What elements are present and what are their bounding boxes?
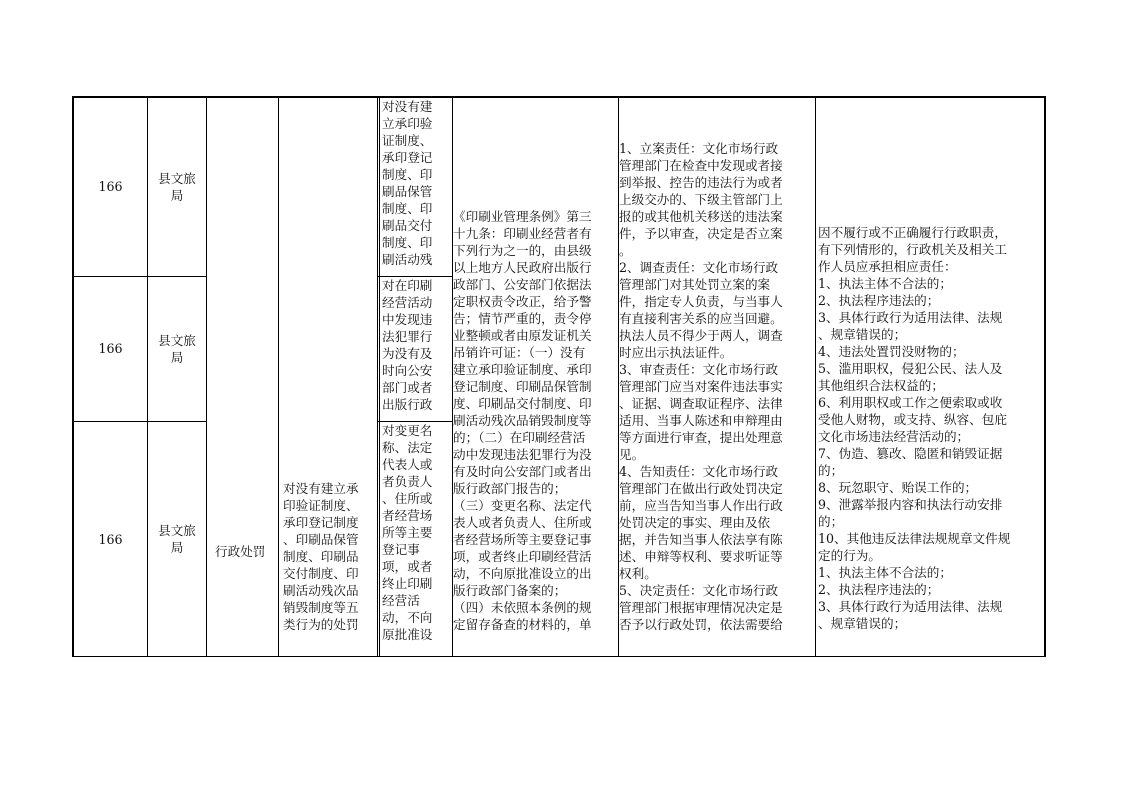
column-divider-5 [452,96,453,657]
row-divider-2 [72,421,206,422]
column-divider-6 [618,96,619,657]
row-divider-2-item [377,421,452,422]
legal-basis-cell: 《印刷业管理条例》第三 十九条：印刷业经营者有 下列行为之一的，由县级 以上地方人民政府出版行 政部门、公安部门依据法 定职权责令改正，给予警 告；情节严重的，责令停 业整顿或者由原发证机关 吊销许可证：（一）没有 建立承印验证制度、承印 登记制度、印刷品保管制 度、印刷品交付制度、印 刷活动残次品销毁制度等 的；（二）在印刷经营活 动中发现违法犯罪行为没 有及时向公安部门或者出 版行政部门报告的； （三）变更名称、法定代 表人或者负责人、住所或 者经营场所等主要登记事 项，或者终止印刷经营活 动，不向原批准设立的出 版行政部门备案的； （四）未依照本条例的规 定留存备查的材料的，单 [453,209,592,632]
row-1-item: 对没有建 立承印验 证制度、 承印登记 制度、印 刷品保管 制度、印 刷品交付 制度、印 刷活动残 [382,99,433,267]
column-divider-4a [377,96,378,657]
row-2-item: 对在印刷 经营活动 中发现违 法犯罪行 为没有及 时向公安 部门或者 出版行政 [382,278,433,412]
table-top-border [72,96,1046,98]
row-2-department: 县文旅 局 [158,332,196,365]
row-divider-1 [72,276,206,277]
row-3-item: 对变更名 称、法定 代表人或 者负责人 、住所或 者经营场 所等主要 登记事 项，或者 终止印刷 经营活 动，不向 原批准设 [382,423,433,642]
column-divider-4b [379,96,380,657]
row-3-number: 166 [98,531,123,547]
category-cell: 行政处罚 [215,544,266,559]
power-name-cell: 对没有建立承 印验证制度、 承印登记制度 、印刷品保管 制度、印刷品 交付制度、印 刷活动残次品 销毁制度等五 类行为的处罚 [283,481,359,632]
responsibility-cell: 1、立案责任：文化市场行政 管理部门在检查中发现或者接 到举报、控告的违法行为或者 上级交办的、下级主管部门上 报的或其他机关移送的违法案 件，予以审查，决定是否立案 。 2、调查责任：文化市场行政 管理部门对其处罚立案的案 件，指定专人负责，与当事人 有直接利害关系的应当回避。 执法人员不得少于两人，调查 时应出示执法证件。 3、审查责任：文化市场行政 管理部门应当对案件违法事实 、证据、调查取证程序、法律 适用、当事人陈述和申辩理由 等方面进行审查，提出处理意 见。 4、告知责任：文化市场行政 管理部门在做出行政处罚决定 前，应当告知当事人作出行政 处罚决定的事实、理由及依 据，并告知当事人依法享有陈 述、申辩等权利、要求听证等 权利。 5、决定责任：文化市场行政 管理部门根据审理情况决定是 否予以行政处罚，依法需要给 [619,141,783,632]
row-divider-1-item [377,276,452,277]
accountability-cell: 因不履行或不正确履行行政职责， 有下列情形的，行政机关及相关工 作人员应承担相应责任： 1、执法主体不合法的； 2、执法程序违法的； 3、具体行政行为适用法律、法规 、规章错误的； 4、违法处置罚没财物的； 5、滥用职权，侵犯公民、法人及 其他组织合法权益的； 6、利用职权或工作之便索取或收 受他人财物，或支持、纵容、包庇 文化市场违法经营活动的； 7、伪造、篡改、隐匿和销毁证据 的； 8、玩忽职守、贻误工作的； 9、泄露举报内容和执法行动安排 的； 10、其他违反法律法规规章文件规 定的行为。 1、执法主体不合法的； 2、执法程序违法的； 3、具体行政行为适用法律、法规 、规章错误的； [818,225,1011,631]
row-1-number: 166 [98,179,123,194]
row-2-number: 166 [98,341,123,356]
column-divider-1 [147,96,148,657]
row-3-department: 县文旅 局 [158,523,196,555]
column-divider-7 [815,96,816,657]
column-divider-3 [278,96,279,657]
table-left-border [72,96,74,657]
column-divider-2 [206,96,207,657]
row-1-department: 县文旅 局 [158,170,196,203]
table-right-border [1044,96,1046,657]
table-bottom-border [72,656,1046,657]
